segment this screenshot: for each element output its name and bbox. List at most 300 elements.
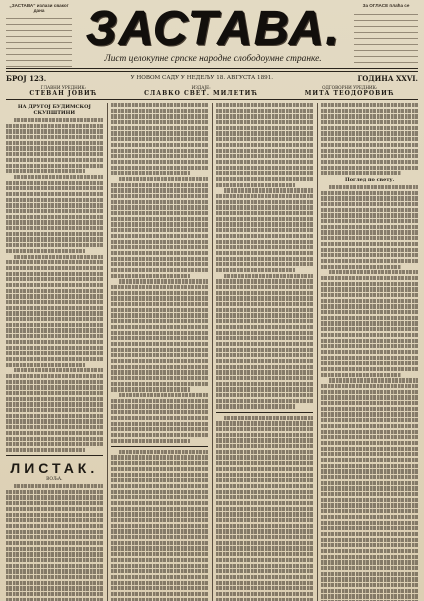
- text-line: [216, 143, 313, 147]
- text-line: [6, 408, 103, 412]
- text-line: [216, 512, 313, 516]
- text-line: [321, 583, 418, 587]
- text-line: [111, 518, 208, 522]
- text-line: [6, 289, 103, 293]
- text-line: [6, 351, 103, 355]
- text-line: [216, 393, 313, 397]
- text-line: [6, 397, 103, 401]
- text-line: [321, 265, 400, 269]
- feuilleton-rule: [216, 412, 313, 413]
- text-line: [321, 316, 418, 320]
- text-line: [6, 226, 103, 230]
- text-line: [216, 217, 313, 221]
- info-box-line: [354, 22, 418, 27]
- volume-year: ГОДИНА XXVI.: [357, 74, 418, 83]
- text-line: [111, 524, 208, 528]
- text-line: [216, 581, 313, 585]
- text-line: [216, 592, 313, 596]
- text-line: [321, 350, 418, 354]
- text-line: [6, 357, 103, 361]
- text-line: [6, 152, 103, 156]
- text-line: [111, 495, 208, 499]
- text-line: [321, 137, 418, 141]
- text-line: [6, 158, 103, 162]
- text-line: [321, 126, 418, 130]
- text-line: [6, 198, 103, 202]
- text-line: [111, 529, 208, 533]
- text-line: [321, 191, 418, 195]
- text-line: [224, 274, 313, 278]
- text-line: [321, 515, 418, 519]
- info-box-line: [6, 62, 72, 67]
- text-line: [216, 308, 313, 312]
- text-line: [6, 272, 103, 276]
- staff-name: СТЕВАН ЈОВИЋ: [29, 90, 97, 97]
- right-info-box: [354, 4, 418, 64]
- text-line: [111, 131, 208, 135]
- left-info-box: [6, 4, 72, 68]
- text-line: [216, 245, 313, 249]
- text-line: [111, 160, 208, 164]
- text-line: [111, 126, 208, 130]
- text-line: [111, 552, 208, 556]
- masthead-subtitle: Лист целокупне српске народне слободоумне странке.: [72, 54, 354, 64]
- text-line: [6, 283, 103, 287]
- text-line: [216, 575, 313, 579]
- text-line: [6, 237, 103, 241]
- text-line: [6, 442, 103, 446]
- text-line: [111, 217, 208, 221]
- text-line: [216, 234, 313, 238]
- text-line: [216, 438, 313, 442]
- text-line: [321, 149, 418, 153]
- text-line: [6, 124, 103, 128]
- text-line: [6, 581, 103, 585]
- text-line: [321, 259, 418, 263]
- text-line: [216, 200, 313, 204]
- text-line: [216, 473, 313, 477]
- info-box-line: [6, 26, 72, 31]
- text-line: [216, 285, 313, 289]
- text-line: [111, 257, 208, 261]
- text-line: [216, 114, 313, 118]
- text-line: [321, 310, 418, 314]
- masthead: [72, 4, 354, 64]
- text-line: [6, 141, 103, 145]
- text-line: [6, 518, 103, 522]
- text-line: [6, 146, 103, 150]
- text-line: [6, 448, 85, 452]
- text-line: [216, 365, 313, 369]
- text-line: [111, 103, 208, 107]
- text-line: [14, 368, 103, 372]
- text-line: [216, 387, 313, 391]
- text-line: [321, 225, 418, 229]
- text-line: [216, 382, 313, 386]
- text-line: [6, 328, 103, 332]
- text-line: [321, 430, 418, 434]
- text-line: [321, 412, 418, 416]
- text-line: [6, 334, 103, 338]
- text-line: [6, 346, 103, 350]
- text-line: [6, 380, 103, 384]
- text-line: [329, 378, 418, 382]
- text-line: [321, 321, 418, 325]
- staff-role: ОДГОВОРНИ УРЕДНИК:: [305, 85, 395, 90]
- text-line: [216, 478, 313, 482]
- text-line: [321, 401, 418, 405]
- text-line: [111, 262, 208, 266]
- text-line: [321, 109, 418, 113]
- text-line: [216, 541, 313, 545]
- text-line: [111, 399, 208, 403]
- text-line: [216, 171, 313, 175]
- text-line: [321, 299, 418, 303]
- text-line: [111, 370, 208, 374]
- text-line: [216, 268, 295, 272]
- text-line: [321, 475, 418, 479]
- text-line: [321, 230, 418, 234]
- text-line: [321, 171, 400, 175]
- text-line: [216, 404, 295, 408]
- text-line: [216, 194, 313, 198]
- text-line: [216, 240, 313, 244]
- info-box-line: [6, 14, 72, 19]
- info-box-line: [354, 46, 418, 51]
- text-line: [321, 464, 418, 468]
- text-line: [111, 541, 208, 545]
- text-line: [321, 304, 418, 308]
- text-line: [111, 348, 208, 352]
- text-line: [14, 175, 103, 179]
- text-line: [111, 558, 208, 562]
- text-line: [111, 376, 208, 380]
- right-info-title: За ОГЛАСЕ плаћа се: [354, 4, 418, 9]
- text-line: [111, 268, 208, 272]
- text-line: [216, 137, 313, 141]
- text-line: [216, 586, 313, 590]
- header-rule: [6, 68, 418, 72]
- text-line: [6, 317, 103, 321]
- text-line: [111, 586, 208, 590]
- text-line: [111, 245, 208, 249]
- text-line: [111, 137, 208, 141]
- feuilleton-title: ЛИСТАК.: [6, 460, 103, 476]
- text-line: [6, 490, 103, 494]
- info-box-line: [354, 10, 418, 15]
- text-line: [321, 166, 418, 170]
- text-line: [111, 365, 208, 369]
- text-line: [216, 319, 313, 323]
- text-line: [321, 202, 418, 206]
- text-line: [329, 185, 418, 189]
- staff-publisher: [144, 85, 258, 99]
- column-4-heading: Поглед по свету.: [321, 177, 418, 183]
- feuilleton-rule: [111, 446, 208, 447]
- info-box-line: [6, 20, 72, 25]
- text-line: [111, 114, 208, 118]
- text-line: [216, 160, 313, 164]
- text-line: [6, 311, 103, 315]
- text-line: [321, 287, 418, 291]
- text-line: [111, 251, 208, 255]
- text-line: [216, 524, 313, 528]
- text-line: [321, 498, 418, 502]
- text-line: [6, 391, 103, 395]
- text-line: [321, 509, 418, 513]
- staff-chief-editor: [29, 85, 97, 99]
- text-line: [6, 135, 103, 139]
- text-line: [111, 222, 208, 226]
- info-box-line: [6, 38, 72, 43]
- text-line: [321, 213, 418, 217]
- text-line: [111, 439, 190, 443]
- info-box-line: [354, 34, 418, 39]
- text-line: [216, 154, 313, 158]
- text-line: [321, 566, 418, 570]
- text-line: [111, 535, 208, 539]
- text-line: [6, 363, 85, 367]
- text-line: [6, 569, 103, 573]
- text-line: [321, 114, 418, 118]
- text-line: [111, 120, 208, 124]
- text-line: [216, 251, 313, 255]
- text-line: [216, 262, 313, 266]
- text-line: [6, 294, 103, 298]
- text-line: [111, 211, 208, 215]
- column-1-heading: НА ДРУГОЈ БУДИМСКОЈ СКУПШТИНИ: [6, 104, 103, 116]
- text-line: [111, 416, 208, 420]
- place-date: У НОВОМ САДУ У НЕДЕЉУ 18. АВГУСТА 1891.: [131, 75, 273, 81]
- text-line: [216, 467, 313, 471]
- info-box-line: [354, 16, 418, 21]
- text-line: [6, 306, 103, 310]
- text-line: [224, 416, 313, 420]
- text-line: [111, 234, 208, 238]
- text-line: [321, 395, 418, 399]
- text-line: [111, 240, 208, 244]
- text-line: [216, 376, 313, 380]
- info-bar: [6, 73, 418, 83]
- text-line: [111, 427, 208, 431]
- text-line: [321, 452, 418, 456]
- text-line: [321, 424, 418, 428]
- text-line: [6, 437, 103, 441]
- text-line: [6, 186, 103, 190]
- text-line: [216, 507, 313, 511]
- text-line: [6, 425, 103, 429]
- text-line: [111, 302, 208, 306]
- text-line: [321, 435, 418, 439]
- text-line: [111, 461, 208, 465]
- text-line: [216, 222, 313, 226]
- text-line: [216, 495, 313, 499]
- text-line: [6, 513, 103, 517]
- text-line: [321, 103, 418, 107]
- text-line: [321, 143, 418, 147]
- text-line: [216, 342, 313, 346]
- text-line: [111, 478, 208, 482]
- text-line: [321, 577, 418, 581]
- text-line: [321, 532, 418, 536]
- text-line: [111, 200, 208, 204]
- text-line: [14, 118, 103, 122]
- text-line: [111, 188, 208, 192]
- text-line: [111, 473, 208, 477]
- text-line: [216, 109, 313, 113]
- text-line: [321, 339, 418, 343]
- text-line: [216, 535, 313, 539]
- text-line: [6, 501, 103, 505]
- text-line: [321, 521, 418, 525]
- text-line: [6, 243, 103, 247]
- text-line: [6, 547, 103, 551]
- text-line: [6, 575, 103, 579]
- text-line: [329, 270, 418, 274]
- staff-role: ИЗДАЈЕ:: [144, 85, 258, 90]
- text-line: [111, 382, 208, 386]
- text-line: [216, 325, 313, 329]
- text-line: [6, 419, 103, 423]
- text-line: [111, 325, 208, 329]
- text-line: [111, 490, 208, 494]
- text-line: [6, 340, 103, 344]
- text-line: [111, 154, 208, 158]
- text-line: [216, 336, 313, 340]
- text-line: [111, 205, 208, 209]
- text-line: [111, 404, 208, 408]
- text-line: [6, 215, 103, 219]
- issue-number: БРОЈ 123.: [6, 74, 46, 83]
- text-line: [119, 393, 208, 397]
- text-line: [6, 592, 103, 596]
- text-line: [111, 507, 208, 511]
- text-line: [111, 564, 208, 568]
- info-box-line: [6, 44, 72, 49]
- staff-responsible-editor: [305, 85, 395, 99]
- text-line: [6, 541, 103, 545]
- text-line: [216, 183, 295, 187]
- text-line: [6, 266, 103, 270]
- text-line: [216, 433, 313, 437]
- info-box-line: [354, 52, 418, 57]
- text-line: [321, 344, 418, 348]
- column-4: [321, 103, 418, 601]
- text-line: [216, 296, 313, 300]
- text-line: [216, 444, 313, 448]
- text-line: [321, 481, 418, 485]
- staff-line: [6, 83, 418, 99]
- text-line: [111, 467, 208, 471]
- text-line: [321, 120, 418, 124]
- text-line: [6, 414, 103, 418]
- text-line: [216, 302, 313, 306]
- text-line: [14, 255, 103, 259]
- text-line: [111, 422, 208, 426]
- text-line: [6, 249, 85, 253]
- text-line: [321, 589, 418, 593]
- text-line: [111, 501, 208, 505]
- text-line: [321, 555, 418, 559]
- text-line: [111, 598, 208, 601]
- text-line: [216, 558, 313, 562]
- text-line: [216, 552, 313, 556]
- text-line: [216, 598, 313, 601]
- text-line: [216, 455, 313, 459]
- text-line: [111, 455, 208, 459]
- text-line: [111, 359, 208, 363]
- text-line: [321, 327, 418, 331]
- staff-name: СЛАВКО СВЕТ. МИЛЕТИЋ: [144, 90, 258, 97]
- text-line: [216, 529, 313, 533]
- text-line: [111, 592, 208, 596]
- text-line: [216, 348, 313, 352]
- text-line: [321, 333, 418, 337]
- text-line: [6, 530, 103, 534]
- text-line: [6, 232, 103, 236]
- text-line: [111, 410, 208, 414]
- info-box-line: [354, 40, 418, 45]
- column-1: [6, 103, 103, 601]
- text-line: [111, 228, 208, 232]
- text-line: [321, 492, 418, 496]
- text-line: [6, 220, 103, 224]
- text-line: [216, 166, 313, 170]
- text-line: [216, 399, 313, 403]
- text-line: [321, 253, 418, 257]
- text-line: [216, 177, 313, 181]
- text-line: [6, 169, 85, 173]
- text-line: [111, 308, 208, 312]
- text-line: [216, 359, 313, 363]
- text-line: [6, 552, 103, 556]
- text-line: [111, 512, 208, 516]
- staff-role: ГЛАВНИ УРЕДНИК:: [29, 85, 97, 90]
- text-line: [111, 313, 208, 317]
- text-line: [6, 402, 103, 406]
- text-line: [321, 208, 418, 212]
- text-line: [111, 274, 190, 278]
- text-line: [321, 594, 418, 598]
- text-line: [6, 129, 103, 133]
- text-line: [6, 203, 103, 207]
- text-line: [6, 535, 103, 539]
- text-line: [216, 211, 313, 215]
- text-line: [6, 558, 103, 562]
- text-line: [321, 356, 418, 360]
- text-line: [216, 569, 313, 573]
- text-line: [216, 461, 313, 465]
- text-line: [216, 228, 313, 232]
- text-line: [111, 166, 208, 170]
- text-line: [321, 538, 418, 542]
- text-line: [321, 248, 418, 252]
- text-line: [119, 450, 208, 454]
- text-line: [224, 188, 313, 192]
- text-line: [216, 126, 313, 130]
- text-line: [111, 575, 208, 579]
- text-line: [216, 257, 313, 261]
- text-line: [321, 154, 418, 158]
- text-line: [321, 236, 418, 240]
- text-line: [321, 447, 418, 451]
- text-line: [321, 219, 418, 223]
- text-line: [321, 390, 418, 394]
- text-line: [216, 546, 313, 550]
- text-line: [6, 385, 103, 389]
- text-line: [111, 342, 208, 346]
- text-line: [111, 433, 208, 437]
